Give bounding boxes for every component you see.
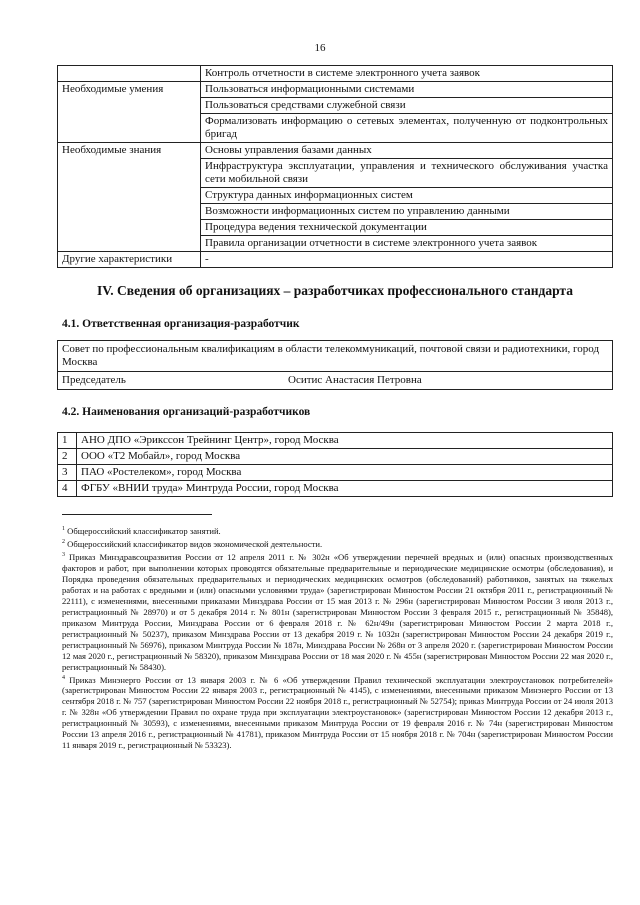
table-row — [58, 341, 613, 372]
table-cell: - — [201, 252, 613, 268]
table-row — [58, 143, 613, 159]
table-cell: Правила организации отчетности в системе электронного учета заявок — [201, 236, 613, 252]
footnote-text: Приказ Минздравсоцразвития России от 12 апреля 2011 г. № 302н «Об утверждении перечней вредных и (или) опасных производственных факторов и работ, при выполнении которых проводятся обязательные предварительные и периодические медицинские осмотры (обследования), и Порядка проведения обязательных предварительных и периодических медицинских осмотров (обследований) работников, занятых на тяжелых работах и на работах с вредными и (или) опасными условиями труда» (зарегистрирован Минюстом России 21 октября 2011 г., регистрационный № 22111), с изменениями, внесенными приказами Минздрава России от 15 мая 2013 г. № 296н (зарегистрирован Минюстом России 3 июля 2013 г., регистрационный № 28970) и от 5 декабря 2014 г. № 801н (зарегистрирован Минюстом России 3 февраля 2015 г., регистрационный № 35848), приказом Минтруда России, Минздрава России от 6 февраля 2018 г. № 62н/49н (зарегистрирован Минюстом России 2 марта 2018 г., регистрационный № 50237), приказом Минздрава России от 13 декабря 2019 г. № 1032н (зарегистрирован Минюстом России 24 декабря 2019 г., регистрационный № 56976), приказом Минтруда России № 187н, Минздрава России № 268н от 3 апреля 2020 г. (зарегистрирован Минюстом России 12 мая 2020 г., регистрационный № 58320), приказом Минздрава России от 18 мая 2020 г. № 455н (зарегистрирован Минюстом России 22 мая 2020 г., регистрационный № 58430). — [62, 551, 613, 672]
table-cell: Контроль отчетности в системе электронного учета заявок — [201, 66, 613, 82]
table-row — [58, 449, 613, 465]
table-row — [58, 433, 613, 449]
responsible-org-table — [57, 340, 613, 390]
table-cell: Формализовать информацию о сетевых элементах, полученную от подконтрольных бригад — [201, 114, 613, 143]
footnote-text: Общероссийский классификатор видов экономической деятельности. — [67, 538, 323, 549]
skills-table — [57, 65, 613, 268]
org-name: АНО ДПО «Эрикссон Трейнинг Центр», город Москва — [77, 433, 613, 449]
table-row — [58, 481, 613, 497]
row-label-knowledge: Необходимые знания — [58, 143, 201, 252]
chair-row — [58, 372, 613, 390]
table-cell: Основы управления базами данных — [201, 143, 613, 159]
table-cell: Инфраструктура эксплуатации, управления и технического обслуживания участка сети мобильной связи — [201, 159, 613, 188]
subsection-title-responsible: 4.1. Ответственная организация-разработчик — [62, 318, 300, 330]
chair-label: Председатель — [62, 374, 126, 386]
footnote — [62, 537, 613, 550]
chair-name: Оситис Анастасия Петровна — [288, 374, 422, 386]
table-row — [58, 82, 613, 98]
page-number: 16 — [314, 42, 326, 54]
row-label-other: Другие характеристики — [58, 252, 201, 268]
org-number: 3 — [58, 465, 77, 481]
org-name: ПАО «Ростелеком», город Москва — [77, 465, 613, 481]
footnote-text: Общероссийский классификатор занятий. — [67, 525, 221, 536]
table-cell: Процедура ведения технической документации — [201, 220, 613, 236]
org-name: ФГБУ «ВНИИ труда» Минтруда России, город Москва — [77, 481, 613, 497]
org-number: 1 — [58, 433, 77, 449]
table-cell: Пользоваться информационными системами — [201, 82, 613, 98]
org-name: ООО «Т2 Мобайл», город Москва — [77, 449, 613, 465]
row-label — [58, 66, 201, 82]
footnote-marker: 1 — [62, 526, 65, 532]
footnote — [62, 550, 613, 673]
table-row — [58, 66, 613, 82]
footnote-marker: 3 — [62, 551, 65, 558]
developer-orgs-table — [57, 432, 613, 497]
table-row — [58, 252, 613, 268]
footnote-marker: 2 — [62, 538, 65, 545]
footnote-divider — [62, 514, 212, 515]
section-title: IV. Сведения об организациях – разработчиках профессионального стандарта — [97, 283, 573, 298]
org-number: 2 — [58, 449, 77, 465]
footnote — [62, 524, 613, 537]
org-number: 4 — [58, 481, 77, 497]
footnote — [62, 673, 613, 752]
table-row — [58, 372, 613, 390]
row-label-skills: Необходимые умения — [58, 82, 201, 143]
footnote-text: Приказ Минэнерго России от 13 января 2003 г. № 6 «Об утверждении Правил технической эксплуатации электроустановок потребителей» (зарегистрирован Минюстом России 22 января 2003 г., регистрационный № 4145), с изменениями, внесенными приказом Минэнерго России от 13 сентября 2018 г. № 757 (зарегистрирован Минюстом России 22 ноября 2018 г., регистрационный № 52754); приказ Минтруда России от 24 июля 2013 г. № 328н «Об утверждении Правил по охране труда при эксплуатации электроустановок» (зарегистрирован Минюстом России 12 декабря 2013 г., регистрационный № 30593), с изменениями, внесенными приказом Минтруда России от 19 февраля 2016 г. № 74н (зарегистрирован Минюстом России 13 апреля 2016 г., регистрационный № 41781), приказом Минтруда России от 15 ноября 2018 г. № 704н (зарегистрирован Минюстом России 11 января 2019 г., регистрационный № 53323). — [62, 674, 613, 751]
table-cell: Возможности информационных систем по управлению данными — [201, 204, 613, 220]
responsible-org-name: Совет по профессиональным квалификациям в области телекоммуникаций, почтовой связи и радиотехники, город Москва — [58, 341, 613, 372]
table-cell: Пользоваться средствами служебной связи — [201, 98, 613, 114]
table-cell: Структура данных информационных систем — [201, 188, 613, 204]
subsection-title-developers: 4.2. Наименования организаций-разработчиков — [62, 406, 311, 418]
footnote-marker: 4 — [62, 674, 65, 681]
table-row — [58, 465, 613, 481]
footnotes — [62, 524, 613, 751]
